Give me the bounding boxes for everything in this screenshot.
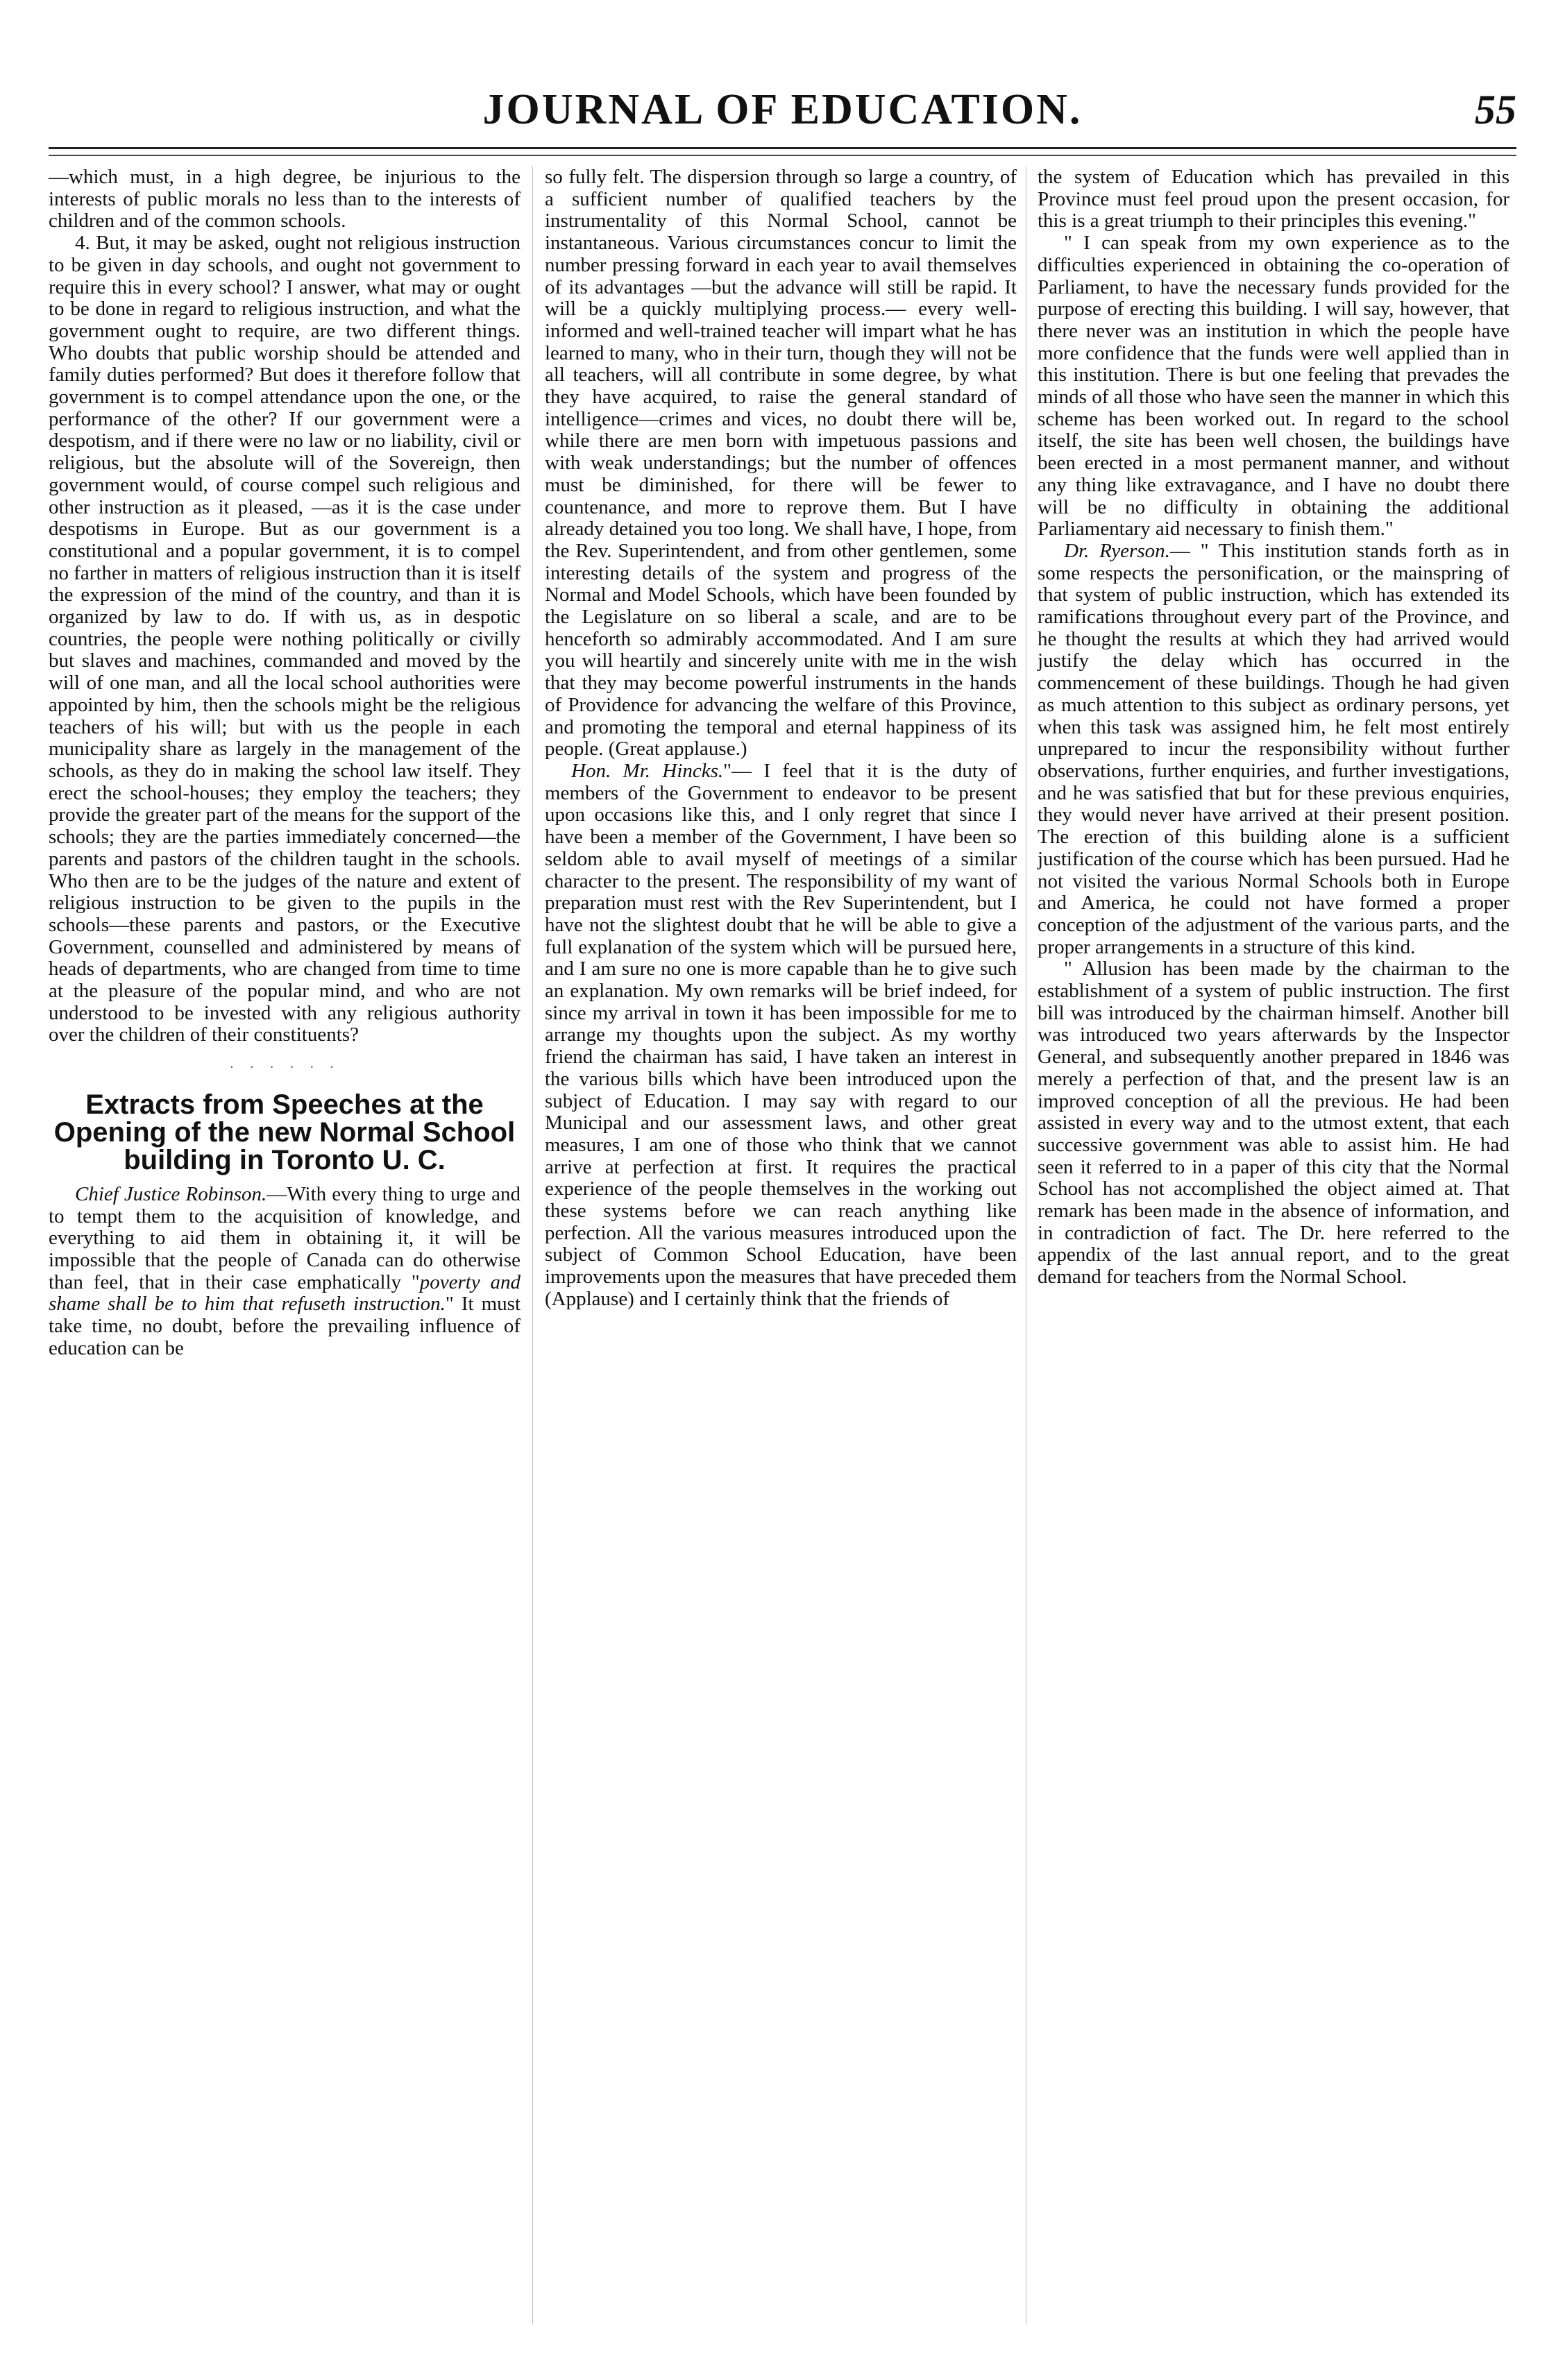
- column-3: [1038, 167, 1509, 1289]
- paragraph: [1038, 541, 1509, 958]
- column-divider: [532, 167, 533, 2324]
- page-number: 55: [1475, 87, 1516, 133]
- paragraph: " I can speak from my own experience as to the difficulties experienced in obtaining the co-operation of Parliament, to have the necessary funds provided for the purpose of erecting this building. I will say, however, that there never was an institution in which the people have more confidence that the funds were well applied than in this institution. There is but one feeling that prevades the minds of all those who have seen the manner in which this scheme has been worked out. In regard to the school itself, the site has been well chosen, the buildings have been erected in a most permanent manner, and without any thing like extravagance, and I have no doubt there will be no difficulty in obtaining the additional Parliamentary aid necessary to finish them.": [1038, 232, 1509, 541]
- header-rule: [49, 147, 1516, 156]
- section-heading: Extracts from Speeches at the Opening of the new Normal School building in Toronto U. C.: [53, 1089, 516, 1175]
- page-header: [49, 82, 1516, 144]
- paragraph: [49, 1184, 521, 1360]
- quotation: poverty and shame shall be to him that refuseth instruction.: [49, 1270, 521, 1316]
- paragraph: so fully felt. The dispersion through so large a country, of a sufficient number of qualified teachers by the instrumentality of this Normal School, cannot be instantaneous. Various circumstances concur to limit the number pressing forward in each year to avail themselves of its advantages —but the advance will still be rapid. It will be a quickly multiplying process.— every well-informed and well-trained teacher will impart what he has learned to many, who in their turn, though they will not be all teachers, will all contribute in some degree, by what they have acquired, to raise the general standard of intelligence—crimes and vices, no doubt there will be, while there are men born with impetuous passions and with weak understandings; but the number of offences must be diminished, for there will be fewer to countenance, and more to reprove them. But I have already detained you too long. We shall have, I hope, from the Rev. Superintendent, and from other gentlemen, some interesting details of the system and progress of the Normal and Model Schools, which have been founded by the Legislature on so liberal a scale, and are to be henceforth so admirably accommodated. And I am sure you will heartily and sincerely unite with me in the wish that they may become powerful instruments in the hands of Providence for advancing the welfare of this Province, and promoting the temporal and eternal happiness of its people. (Great applause.): [545, 166, 1017, 760]
- paragraph: [545, 760, 1017, 1311]
- column-1: [49, 167, 521, 1359]
- speaker-name: Chief Justice Robinson.: [75, 1182, 267, 1205]
- speaker-name: Dr. Ryerson.: [1064, 539, 1170, 562]
- paragraph: " Allusion has been made by the chairman to the establishment of a system of public instruction. The first bill was introduced by the chairman himself. Another bill was introduced two years afterwards by the Inspector General, and subsequently another prepared in 1846 was merely a perfection of that, and the present law is an improved conception of all the previous. He had been assisted in every way and to the utmost extent, that each successive government was able to assist him. He had seen it referred to in a paper of this city that the Normal School has not accomplished the object aimed at. That remark has been made in the absence of information, and in contradiction of fact. The Dr. here referred to the appendix of the last annual report, and to the great demand for teachers from the Normal School.: [1038, 958, 1509, 1289]
- column-2: [545, 167, 1017, 1311]
- paragraph-text: " It must take time, no doubt, before the prevailing influence of education can be: [49, 1293, 521, 1359]
- paragraph: 4. But, it may be asked, ought not religious instruction to be given in day schools, and ought not government to require this in every school? I answer, what may or ought to be done in regard to religious instruction, and what the government ought to require, are two different things. Who doubts that public worship should be attended and family duties performed? But does it therefore follow that government is to compel attendance upon the one, or the performance of the other? If our government were a despotism, and if there were no law or no liability, civil or religious, but the absolute will of the Sovereign, then government would, of course compel such religious and other instruction as it pleased, —as it is the case under despotisms in Europe. But as our government is a constitutional and a popular government, it is to compel no farther in matters of religious instruction than it is itself the expression of the mind of the country, and than it is organized by law to do. If with us, as in despotic countries, the people were nothing politically or civilly but slaves and machines, commanded and moved by the will of one man, and all the local school authorities were appointed by him, then the schools might be the religious teachers of his will; but with us the people in each municipality share as largely in the management of the schools, as they do in making the school law itself. They erect the school-houses; they employ the teachers; they provide the greater part of the means for the support of the schools; they are the parties immediately concerned—the parents and pastors of the children taught in the schools. Who then are to be the judges of the nature and extent of religious instruction to be given to the pupils in the schools—these parents and pastors, or the Executive Government, counselled and administered by means of heads of departments, who are changed from time to time at the pleasure of the popular mind, and who are not understood to be invested with any religious authority over the children of their constituents?: [49, 232, 521, 1046]
- paragraph-text: —With every thing to urge and to tempt them to the acquisition of knowledge, and everything to aid them in obtaining it, it will be impossible that the people of Canada can do otherwise than feel, that in their case emphatically ": [49, 1182, 521, 1293]
- paragraph-text: — " This institution stands forth as in some respects the personification, or the mainspring of that system of public instruction, which has extended its ramifications throughout every part of the Province, and he thought the results at which they had arrived would justify the delay which has occurred in the commencement of these buildings. Though he had given as much attention to this subject as ordinary persons, yet when this task was assigned him, he felt most entirely unprepared to incur the responsibility without further observations, further enquiries, and further investigations, and he was satisfied that but for these previous enquiries, they would never have arrived at their present position. The erection of this building alone is a sufficient justification of the course which has been pursued. Had he not visited the various Normal Schools both in Europe and America, he could not have formed a proper conception of the adjustment of the various parts, and the proper arrangements in a structure of this kind.: [1038, 539, 1509, 958]
- section-separator: · · · · · ·: [229, 1058, 340, 1076]
- speaker-name: Hon. Mr. Hincks.: [571, 759, 724, 782]
- journal-title: JOURNAL OF EDUCATION.: [482, 86, 1083, 133]
- paragraph-text: "— I feel that it is the duty of members of the Government to endeavor to be present upon occasions like this, and I only regret that since I have been a member of the Government, I have been so seldom able to avail myself of meetings of a similar character to the present. The responsibility of my want of preparation must rest with the Rev Superintendent, but I have not the slightest doubt that he will be able to give a full explanation of the system which will be pursued here, and I am sure no one is more capable than he to give such an explanation. My own remarks will be brief indeed, for since my arrival in town it has been impossible for me to arrange my thoughts upon the subject. As my worthy friend the chairman has said, I have taken an interest in the various bills which have been introduced upon the subject of Education. I may say with regard to our Municipal and our assessment laws, and other great measures, I am one of those who think that we cannot arrive at perfection at first. It requires the practical experience of the people themselves in the working out these systems before we can reach anything like perfection. All the various measures introduced upon the subject of Common School Education, have been improvements upon the measures that have preceded them (Applause) and I certainly think that the friends of: [545, 759, 1017, 1310]
- paragraph: —which must, in a high degree, be injurious to the interests of public morals no less than to the interests of children and of the common schools.: [49, 166, 521, 232]
- paragraph: the system of Education which has prevailed in this Province must feel proud upon the present occasion, for this is a great triumph to their principles this evening.": [1038, 166, 1509, 232]
